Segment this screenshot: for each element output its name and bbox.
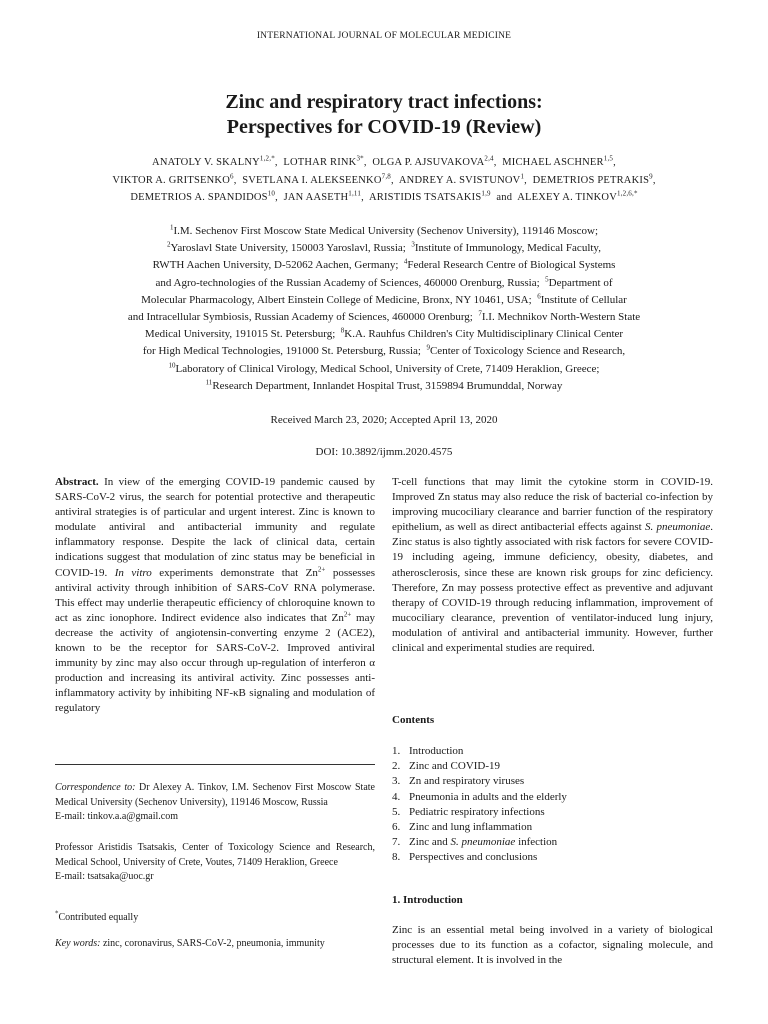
keywords <box>55 937 375 952</box>
affiliation-text: I.M. Sechenov First Moscow State Medical University (Sechenov University), 119146 Moscow; <box>173 225 599 237</box>
author: ARISTIDIS TSATSAKIS <box>368 192 482 203</box>
abstract-text: experiments demonstrate that Zn <box>151 566 318 579</box>
author: OLGA P. AJSUVAKOVA <box>372 157 485 168</box>
author-sup: 1,2,* <box>259 154 275 163</box>
author-sup: 1,2,6,* <box>617 189 638 198</box>
author-list <box>0 154 768 207</box>
affiliation-text: Yaroslavl State University, 150003 Yaroslavl, Russia; <box>170 242 412 255</box>
contents-item <box>392 835 567 850</box>
contributed-text: Contributed equally <box>58 912 139 923</box>
contents-number: 3. <box>392 775 401 788</box>
affiliation-line <box>0 378 768 395</box>
contents-label-text: Zn and respiratory viruses <box>409 775 525 788</box>
contents-number: 6. <box>392 821 401 834</box>
contents-label <box>409 759 500 774</box>
correspondence-second <box>55 841 375 885</box>
footnote-divider <box>55 764 375 765</box>
correspondence-label: Correspondence to: <box>55 782 136 793</box>
author-sup: 3* <box>356 154 364 163</box>
affiliation-text: Federal Research Centre of Biological Systems <box>407 259 616 272</box>
contents-heading: Contents <box>392 714 435 726</box>
contents-label-text: Pneumonia in adults and the elderly <box>409 790 567 803</box>
correspondence-email: E-mail: tsatsaka@uoc.gr <box>55 871 154 882</box>
abstract-in-vitro: In vitro <box>114 566 152 579</box>
author-line: ANATOLY V. $SKALNY^{1,2,*}$, LOTHAR $RINK^{3*}$, OLGA P. AJSUVAKOVA$^{2,4}$, MICHAEL ASCHNER$^{1,5}$, <box>152 154 616 168</box>
contents-item <box>392 744 567 759</box>
author-line: DEMETRIOS A. SPANDIDOS$^{10}$, JAN AASETH$^{1,11}$, ARISTIDIS TSATSAKIS$^{1,9}$ and ALEXEY A. $TINKOV^{1,2,6,*}$ <box>130 189 638 203</box>
affiliation-sup: 7 <box>478 309 482 318</box>
author-sup: 7,8 <box>381 172 391 180</box>
affiliation-sup: 9 <box>426 343 430 352</box>
author-sup: 10 <box>267 189 276 198</box>
contents-item <box>392 820 567 835</box>
affiliation-text: Medical University, 191015 St. Petersburg; <box>144 328 341 341</box>
abstract-text: may decrease the activity of angiotensin-converting enzyme 2 (ACE2), known to be the receptor for SARS-CoV-2. Improved antiviral immunity by zinc may also occur through up-regulation of interferon α production and increasing its antiviral activity. Zinc possesses anti-inflammatory activity by inhibiting NF-κB signaling and modulation of regulatory <box>55 611 375 715</box>
author: ANATOLY V. SKALNY <box>152 157 260 168</box>
correspondence <box>55 781 375 825</box>
affiliation-sup: 11 <box>205 378 213 387</box>
contents-item <box>392 850 567 865</box>
contents-label <box>409 850 537 865</box>
affiliation-text: K.A. Rauhfus Children's City Multidisciplinary Clinical Center <box>344 328 624 341</box>
abstract-left-column <box>55 475 375 717</box>
correspondence-text: Dr Alexey A. Tinkov, I.M. Sechenov First Moscow State Medical University (Sechenov University), 119146 Moscow, Russia <box>55 782 375 808</box>
abstract-label: Abstract. <box>55 476 99 488</box>
contents-number: 5. <box>392 805 401 818</box>
affiliation-text: Institute of Immunology, Medical Faculty, <box>414 242 601 255</box>
affiliation-sup: 10 <box>168 360 176 369</box>
contents-item <box>392 774 567 789</box>
abstract-text: T-cell functions that may limit the cytokine storm in COVID-19. Improved Zn status may also reduce the risk of bacterial co-infection by improving mucociliary clearance and barrier function of the respiratory epithelium, as well as direct antibacterial effects against <box>392 476 713 534</box>
contents-number: 1. <box>392 745 401 757</box>
keywords-label: Key words: <box>55 938 101 949</box>
contents-label <box>409 774 524 789</box>
author: LOTHAR RINK <box>283 157 357 168</box>
contents-label-text: Zinc and <box>409 836 451 849</box>
contents-item <box>392 790 567 805</box>
affiliation-sup: 5 <box>545 274 549 283</box>
affiliation-sup: 6 <box>537 292 541 301</box>
affiliation-line <box>0 257 768 274</box>
author-sup: 9 <box>649 172 653 180</box>
title-line-1: Zinc and respiratory tract infections: <box>225 91 543 113</box>
author: DEMETRIOS A. SPANDIDOS <box>130 192 268 203</box>
affiliation-sup: 8 <box>340 326 345 335</box>
contents-list <box>392 744 567 866</box>
affiliations <box>0 223 768 395</box>
contents-label-text: Zinc and lung inflammation <box>409 821 533 834</box>
author: MICHAEL ASCHNER <box>502 157 604 168</box>
abstract-text: In view of the emerging COVID-19 pandemic caused by SARS-CoV-2 virus, the search for potential protective and therapeutic antiviral strategies is of particular and urgent interest. Zinc is known to modulate antiviral and antibacterial immunity and regulate inflammatory response. Despite the lack of clinical data, certain indications suggest that modulation of zinc status may be beneficial in COVID-19. <box>55 476 375 579</box>
contents-label-text: Perspectives and conclusions <box>409 851 538 864</box>
section-heading-introduction: 1. Introduction <box>392 894 463 906</box>
affiliation-text: Research Department, Innlandet Hospital Trust, 3159894 Brumunddal, Norway <box>212 379 563 392</box>
affiliation-line <box>0 343 768 360</box>
affiliation-line <box>0 275 768 292</box>
affiliation-text: Department of <box>548 276 613 289</box>
author: JAN AASETH <box>283 192 349 203</box>
contents-label <box>409 805 545 820</box>
affiliation-line <box>0 361 768 378</box>
introduction-text: Zinc is an essential metal being involved in a variety of biological processes due to its function as a cofactor, signaling molecule, and structural element. It is involved in the <box>392 924 713 967</box>
contents-label <box>409 790 567 805</box>
affiliation-line <box>0 223 768 240</box>
abstract-species: S. pneumoniae <box>644 521 711 534</box>
contents-number: 2. <box>392 760 401 773</box>
correspondence-text: Professor Aristidis Tsatsakis, Center of Toxicology Science and Research, Medical School, University of Crete, Voutes, 71409 Heraklion, Greece <box>55 842 375 868</box>
correspondence-email: E-mail: tinkov.a.a@gmail.com <box>55 811 178 822</box>
keywords-text: zinc, coronavirus, SARS-CoV-2, pneumonia, immunity <box>100 938 325 949</box>
contents-label-text: Zinc and COVID-19 <box>409 760 501 773</box>
author-sup: 6 <box>230 172 234 180</box>
affiliation-text: RWTH Aachen University, D-52062 Aachen, Germany; <box>152 259 404 272</box>
author: VIKTOR A. GRITSENKO <box>112 174 230 186</box>
zn-charge: 2+ <box>317 564 326 573</box>
zn-charge: 2+ <box>343 610 352 619</box>
author-sup: 1,5 <box>603 154 614 163</box>
contents-number: 4. <box>392 790 401 803</box>
article-title <box>0 90 768 140</box>
abstract-text: . Zinc status is also tightly associated with risk factors for severe COVID-19 including ageing, immune deficiency, obesity, diabetes, and atherosclerosis, since these are known risk groups for zinc deficiency. Therefore, Zn may possess protective effect as preventive and adjuvant therapy of COVID-19 through reducing inflammation, improvement of mucociliary clearance, prevention of ventilator-induced lung injury, modulation of antiviral and antibacterial immunity. However, further clinical and experimental studies are required. <box>392 521 713 655</box>
contents-label-text: Introduction <box>409 745 464 757</box>
asterisk: * <box>55 909 59 918</box>
affiliation-text: Molecular Pharmacology, Albert Einstein College of Medicine, Bronx, NY 10461, USA; <box>141 293 538 306</box>
author: ALEXEY A. TINKOV <box>517 192 617 203</box>
affiliation-text: and Agro-technologies of the Russian Academy of Sciences, 460000 Orenburg, Russia; <box>155 276 546 289</box>
title-line-2: Perspectives for COVID-19 (Review) <box>226 116 542 138</box>
contributed-note <box>55 911 375 926</box>
author: ANDREY A. SVISTUNOV <box>398 174 521 186</box>
affiliation-text: Center of Toxicology Science and Research, <box>429 345 626 358</box>
affiliation-sup: 4 <box>403 257 408 266</box>
affiliation-text: Laboratory of Clinical Virology, Medical School, University of Crete, 71409 Heraklion, Greece; <box>175 362 600 375</box>
contents-number: 8. <box>392 851 401 864</box>
affiliation-text: and Intracellular Symbiosis, Russian Academy of Sciences, 460000 Orenburg; <box>127 311 479 324</box>
affiliation-line <box>0 240 768 257</box>
author-sup: 1,9 <box>481 189 491 198</box>
author-and: and <box>496 192 513 203</box>
author: DEMETRIOS PETRAKIS <box>532 174 650 186</box>
affiliation-text: I.I. Mechnikov North-Western State <box>481 311 641 324</box>
received-accepted-dates: Received March 23, 2020; Accepted April 13, 2020 <box>270 414 498 426</box>
affiliation-sup: 2 <box>167 240 171 249</box>
affiliation-text: Institute of Cellular <box>540 293 627 306</box>
affiliation-line <box>0 326 768 343</box>
contents-label <box>409 835 557 850</box>
affiliation-text: for High Medical Technologies, 191000 St. Petersburg, Russia; <box>142 345 427 358</box>
abstract-right-column <box>392 475 713 656</box>
contents-item <box>392 805 567 820</box>
affiliation-line <box>0 292 768 309</box>
contents-label <box>409 820 532 835</box>
author: SVETLANA I. ALEKSEENKO <box>242 174 382 186</box>
contents-label <box>409 744 463 759</box>
author-sup: 1,11 <box>348 189 362 198</box>
affiliation-sup: 1 <box>169 223 174 232</box>
author-line: VIKTOR A. GRITSENKO$^6$, SVETLANA I. ALEKSEENKO$^{7,8}$, ANDREY A. SVISTUNOV$^1$, DEMETRIOS PETRAKIS$^9$, <box>112 172 656 186</box>
abstract-text: possesses antiviral activity through inhibition of SARS-CoV RNA polymerase. This effect may underlie therapeutic efficiency of chloroquine known to act as zinc ionophore. Indirect evidence also indicates that Zn <box>55 566 376 624</box>
journal-name: INTERNATIONAL JOURNAL OF MOLECULAR MEDICINE <box>256 31 512 41</box>
affiliation-line <box>0 309 768 326</box>
contents-label-italic: S. pneumoniae <box>450 836 516 849</box>
contents-number: 7. <box>392 836 401 849</box>
author-sup: 1 <box>520 172 525 180</box>
contents-label-text: Pediatric respiratory infections <box>409 805 545 818</box>
contents-label-text: infection <box>515 836 558 849</box>
author-sup: 2,4 <box>484 154 494 163</box>
affiliation-sup: 3 <box>411 240 415 249</box>
doi: DOI: 10.3892/ijmm.2020.4575 <box>315 446 453 458</box>
contents-item <box>392 759 567 774</box>
